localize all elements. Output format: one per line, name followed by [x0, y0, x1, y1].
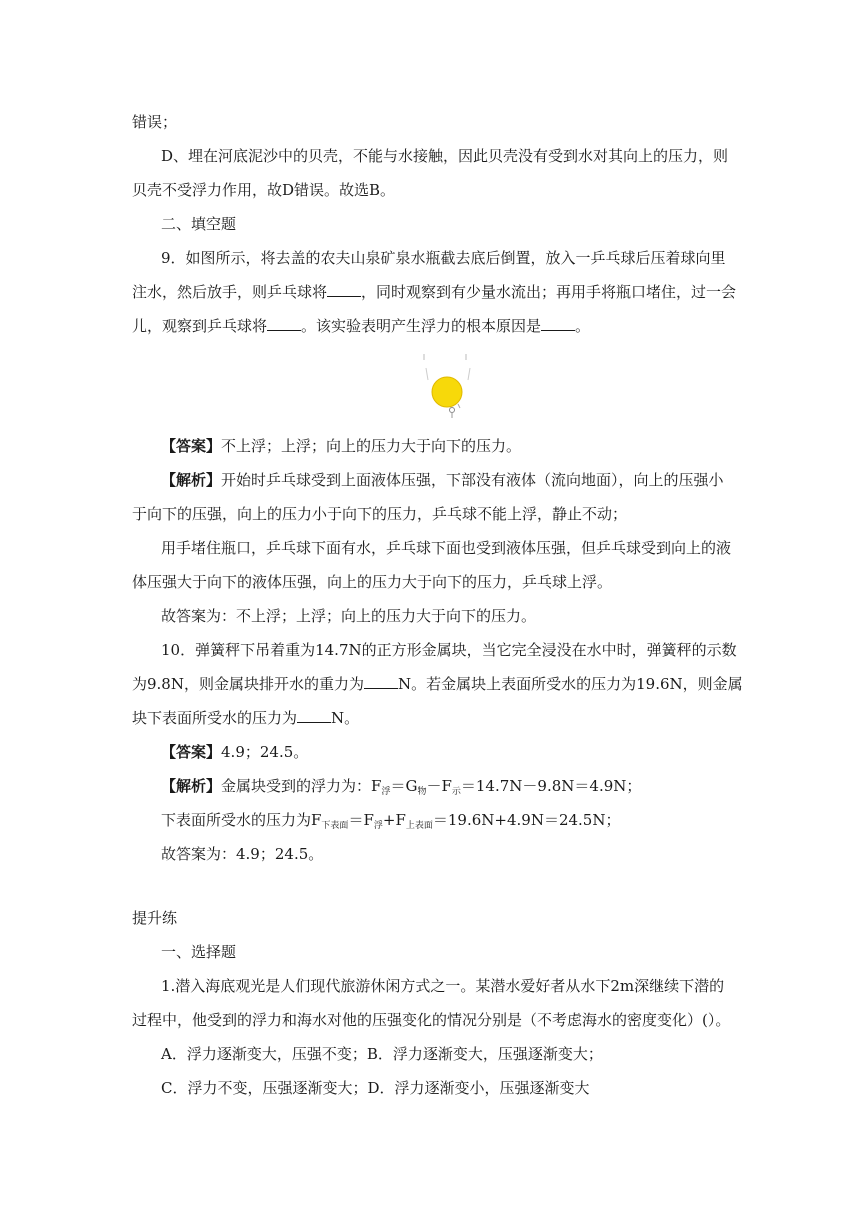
section-heading: 一、选择题 — [161, 943, 237, 961]
explanation-9-line-3: 用手堵住瓶口，乒乓球下面有水，乒乓球下面也受到液体压强，但乒乓球受到向上的液 — [161, 539, 732, 557]
options-ab: A．浮力逐渐变大，压强不变；B．浮力逐渐变大，压强逐渐变大； — [161, 1045, 603, 1063]
section-heading: 二、填空题 — [161, 215, 237, 233]
text-line: D、埋在河底泥沙中的贝壳，不能与水接触，因此贝壳没有受到水对其向上的压力，则 — [161, 147, 729, 165]
answer-blank — [541, 316, 575, 331]
question-9-line-2: 注水，然后放手，则乒乓球将 ，同时观察到有少量水流出；再用手将瓶口堵住，过一会 — [132, 283, 737, 301]
section-title: 提升练 — [132, 909, 178, 927]
answer-blank — [267, 316, 301, 331]
answer-blank — [327, 282, 361, 297]
answer-blank — [364, 674, 398, 689]
explanation-9-line-1: 【解析】开始时乒乓球受到上面液体压强，下部没有液体（流向地面），向上的压强小 — [161, 471, 724, 489]
answer-blank — [297, 708, 331, 723]
explanation-9-line-2: 于向下的压强，向上的压力小于向下的压力，乒乓球不能上浮，静止不动； — [132, 505, 628, 523]
explanation-10-line-3: 故答案为：4.9；24.5。 — [161, 845, 324, 863]
explanation-10-line-1: 【解析】金属块受到的浮力为：$F_浮=G_物-F_示=14.7N-9.8N=4.9N$； — [161, 777, 642, 797]
explanation-10-line-2: 下表面所受水的压力为$F_{下表面}=F_浮+F_{上表面}=19.6N+4.9N=24.5N$； — [161, 811, 621, 831]
options-cd: C．浮力不变，压强逐渐变大；D．浮力逐渐变小，压强逐渐变大 — [161, 1079, 590, 1097]
question-1-line-2: 过程中，他受到的浮力和海水对他的压强变化的情况分别是（不考虑海水的密度变化）(）。 — [132, 1011, 731, 1029]
question-10-line-1: 10．弹簧秤下吊着重为14.7N的正方形金属块，当它完全浸没在水中时，弹簧秤的示数 — [161, 641, 737, 659]
explanation-9-line-4: 体压强大于向下的液体压强，向上的压力大于向下的压力，乒乓球上浮。 — [132, 573, 613, 591]
text-line: 错误； — [132, 113, 178, 131]
question-9-line-3: 儿，观察到乒乓球将 。该实验表明产生浮力的根本原因是 。 — [132, 317, 591, 335]
answer-10: 【答案】4.9；24.5。 — [161, 743, 309, 761]
answer-9: 【答案】不上浮；上浮；向上的压力大于向下的压力。 — [161, 437, 522, 455]
explanation-9-line-5: 故答案为：不上浮；上浮；向上的压力大于向下的压力。 — [161, 607, 537, 625]
question-9-line-1: 9．如图所示，将去盖的农夫山泉矿泉水瓶截去底后倒置，放入一乒乓球后压着球向里 — [161, 249, 726, 267]
question-10-line-3: 块下表面所受水的压力为 N。 — [132, 709, 360, 727]
question-10-line-2: 为9.8N，则金属块排开水的重力为 N。若金属块上表面所受水的压力为19.6N，则金属 — [132, 675, 743, 693]
question-1-line-1: 1.潜入海底观光是人们现代旅游休闲方式之一。某潜水爱好者从水下2m深继续下潜的 — [161, 977, 725, 995]
ping-pong-ball-figure — [420, 352, 476, 420]
text-line: 贝壳不受浮力作用，故D错误。故选B。 — [132, 181, 396, 199]
